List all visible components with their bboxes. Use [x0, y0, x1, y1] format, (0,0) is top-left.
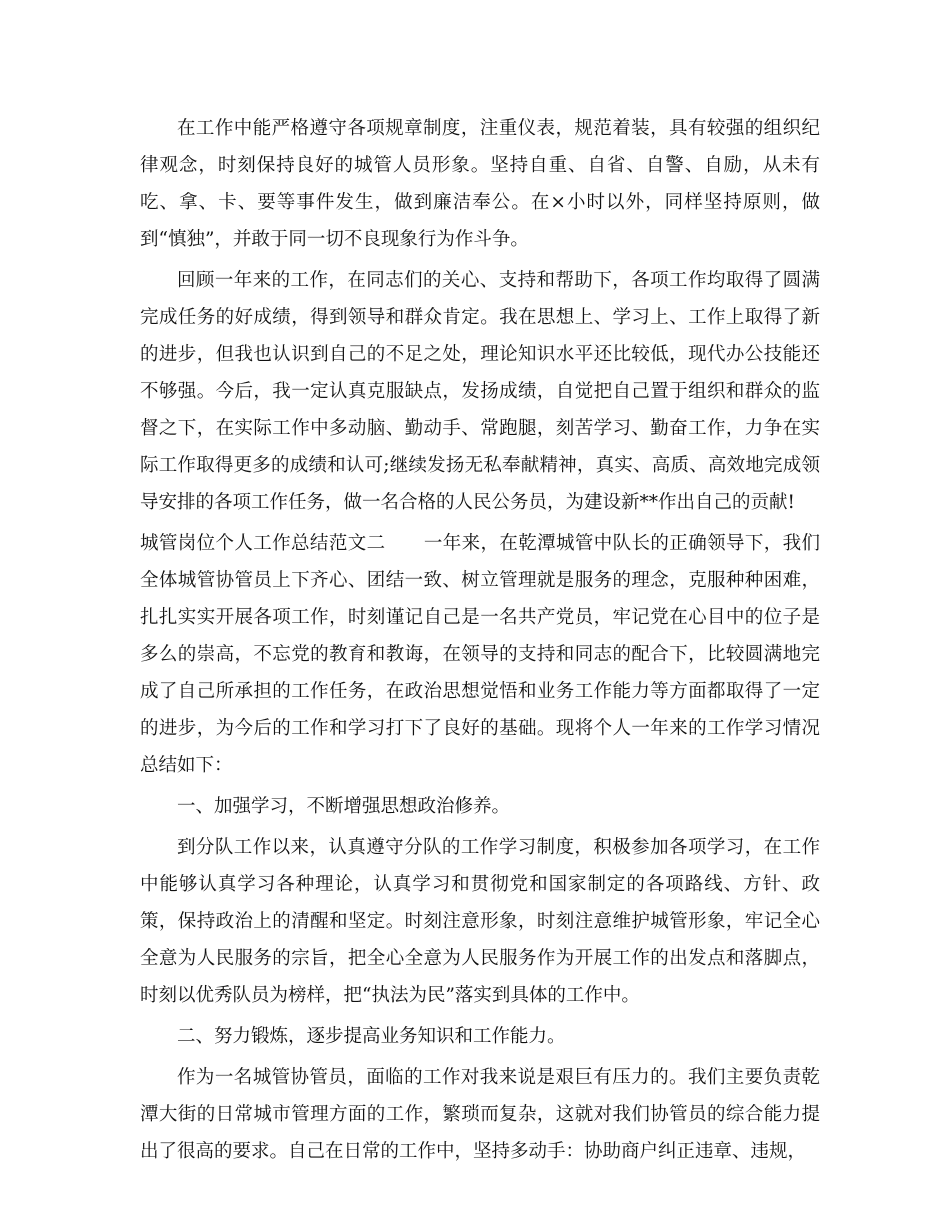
- paragraph-3: [140, 525, 820, 784]
- paragraph-2: 回顾一年来的工作，在同志们的关心、支持和帮助下，各项工作均取得了圆满完成任务的好成绩，得到领导和群众肯定。我在思想上、学习上、工作上取得了新的进步，但我也认识到自己的不足之处，理论知识水平还比较低，现代办公技能还不够强。今后，我一定认真克服缺点，发扬成绩，自觉把自己置于组织和群众的监督之下，在实际工作中多动脑、勤动手、常跑腿，刻苦学习、勤奋工作，力争在实际工作取得更多的成绩和认可;继续发扬无私奉献精神，真实、高质、高效地完成领导安排的各项工作任务，做一名合格的人民公务员，为建设新**作出自己的贡献!: [140, 270, 820, 513]
- heading-1: 一、加强学习，不断增强思想政治修养。: [177, 796, 511, 817]
- section-title-2: 城管岗位个人工作总结范文二: [140, 533, 386, 554]
- paragraph-1: 在工作中能严格遵守各项规章制度，注重仪表，规范着装，具有较强的组织纪律观念，时刻保持良好的城管人员形象。坚持自重、自省、自警、自励，从未有吃、拿、卡、要等事件发生，做到廉洁奉公。在×小时以外，同样坚持原则，做到“慎独”，并敢于同一切不良现象行为作斗争。: [140, 118, 820, 250]
- paragraph-5: 作为一名城管协管员，面临的工作对我来说是艰巨有压力的。我们主要负责乾潭大街的日常城市管理方面的工作，繁琐而复杂，这就对我们协管员的综合能力提出了很高的要求。自己在日常的工作中，坚持多动手：协助商户纠正违章、违规，: [140, 1067, 820, 1162]
- paragraph-4: 到分队工作以来，认真遵守分队的工作学习制度，积极参加各项学习，在工作中能够认真学习各种理论，认真学习和贯彻党和国家制定的各项路线、方针、政策，保持政治上的清醒和坚定。时刻注意形象，时刻注意维护城管形象，牢记全心全意为人民服务的宗旨，把全心全意为人民服务作为开展工作的出发点和落脚点，时刻以优秀队员为榜样，把“执法为民”落实到具体的工作中。: [140, 837, 820, 1006]
- document-body: [140, 110, 820, 1174]
- heading-2: 二、努力锻炼，逐步提高业务知识和工作能力。: [177, 1026, 566, 1047]
- paragraph-3-text: 一年来，在乾潭城管中队长的正确领导下，我们全体城管协管员上下齐心、团结一致、树立管理就是服务的理念，克服种种困难，扎扎实实开展各项工作，时刻谨记自己是一名共产党员，牢记党在心目中的位子是多么的崇高，不忘党的教育和教诲，在领导的支持和同志的配合下，比较圆满地完成了自己所承担的工作任务，在政治思想觉悟和业务工作能力等方面都取得了一定的进步，为今后的工作和学习打下了良好的基础。现将个人一年来的工作学习情况总结如下：: [140, 533, 820, 776]
